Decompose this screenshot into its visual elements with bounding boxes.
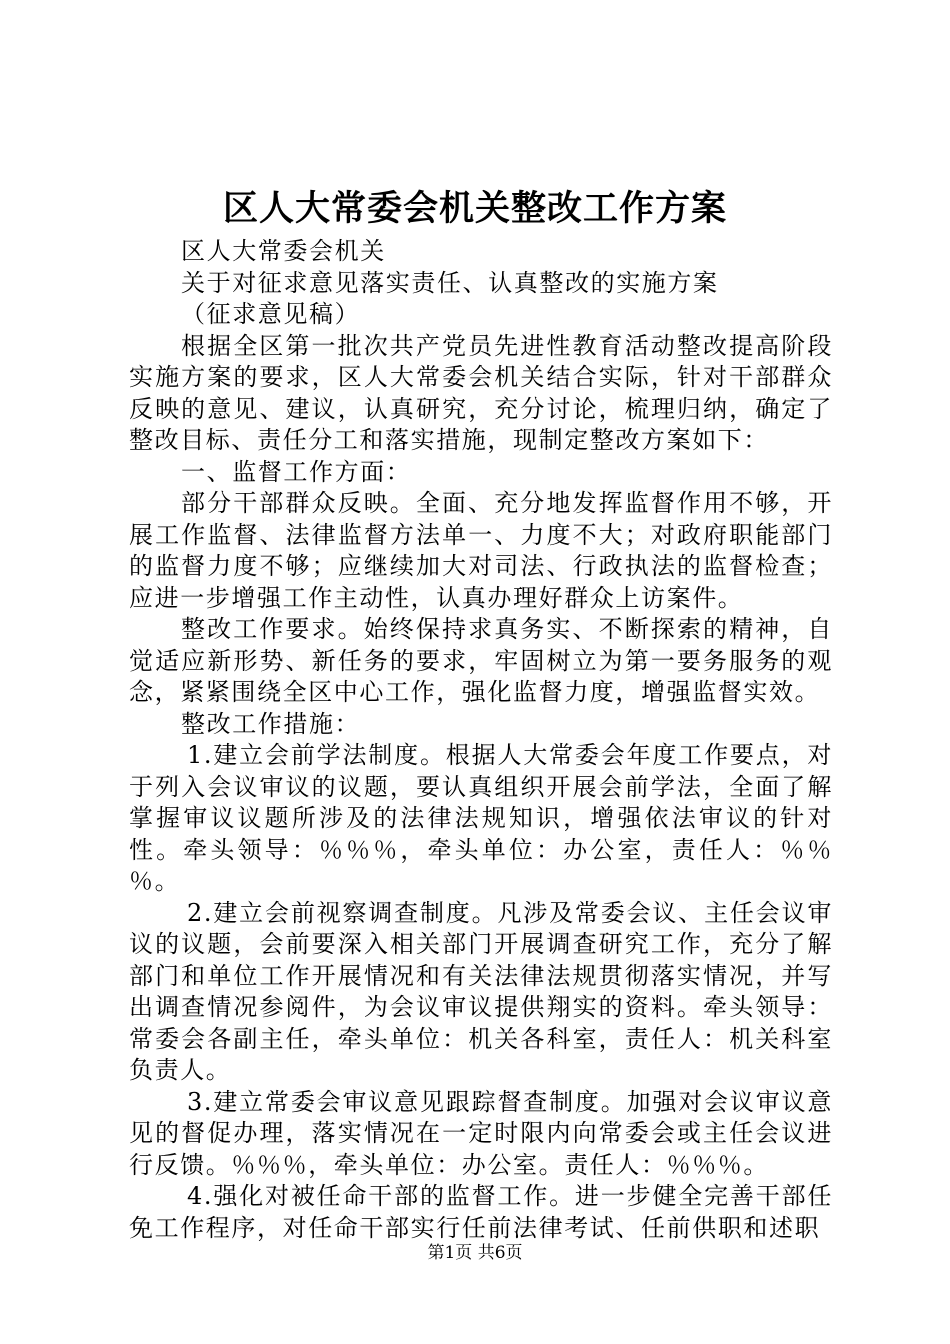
paragraph-requirements: 整改工作要求。始终保持求真务实、不断探索的精神，自觉适应新形势、新任务的要求，牢固树立为第一要务服务的观念，紧紧围绕全区中心工作，强化监督力度，增强监督实效。 xyxy=(129,615,833,706)
paragraph-intro: 根据全区第一批次共产党员先进性教育活动整改提高阶段实施方案的要求，区人大常委会机关结合实际，针对干部群众反映的意见、建议，认真研究，充分讨论，梳理归纳，确定了整改目标、责任分工和落实措施，现制定整改方案如下： xyxy=(129,331,833,454)
measure-item-2: 2.建立会前视察调查制度。凡涉及常委会议、主任会议审议的议题，会前要深入相关部门开展调查研究工作，充分了解部门和单位工作开展情况和有关法律法规贯彻落实情况，并写出调查情况参阅件，为会议审议提供翔实的资料。牵头领导：常委会各副主任，牵头单位：机关各科室，责任人：机关科室负责人。 xyxy=(129,898,833,1084)
paragraph-issuer: 区人大常委会机关 xyxy=(181,237,386,265)
measure-item-1: 1.建立会前学法制度。根据人大常委会年度工作要点，对于列入会议审议的议题，要认真组织开展会前学法，全面了解掌握审议议题所涉及的法律法规知识，增强依法审议的针对性。牵头领导：％％％，牵头单位：办公室，责任人：％％％。 xyxy=(129,741,833,895)
section-heading-supervision: 一、监督工作方面： xyxy=(181,457,412,486)
paragraph-subtitle: 关于对征求意见落实责任、认真整改的实施方案 xyxy=(181,268,719,297)
page-footer: 第1页 共6页 xyxy=(427,1243,523,1263)
document-body xyxy=(129,236,833,1244)
paragraph-draft-note: （征求意见稿） xyxy=(181,300,361,328)
paragraph-measures-heading: 整改工作措施： xyxy=(181,709,361,738)
document-title: 区人大常委会机关整改工作方案 xyxy=(222,188,727,229)
measure-item-4: 4.强化对被任命干部的监督工作。进一步健全完善干部任免工作程序，对任命干部实行任前法律考试、任前供职和述职 xyxy=(129,1182,833,1242)
paragraph-feedback: 部分干部群众反映。全面、充分地发挥监督作用不够，开展工作监督、法律监督方法单一、力度不大；对政府职能部门的监督力度不够；应继续加大对司法、行政执法的监督检查；应进一步增强工作主动性，认真办理好群众上访案件。 xyxy=(129,489,833,612)
measure-item-3: 3.建立常委会审议意见跟踪督查制度。加强对会议审议意见的督促办理，落实情况在一定时限内向常委会或主任会议进行反馈。％％％，牵头单位：办公室。责任人：％％％。 xyxy=(129,1087,833,1179)
